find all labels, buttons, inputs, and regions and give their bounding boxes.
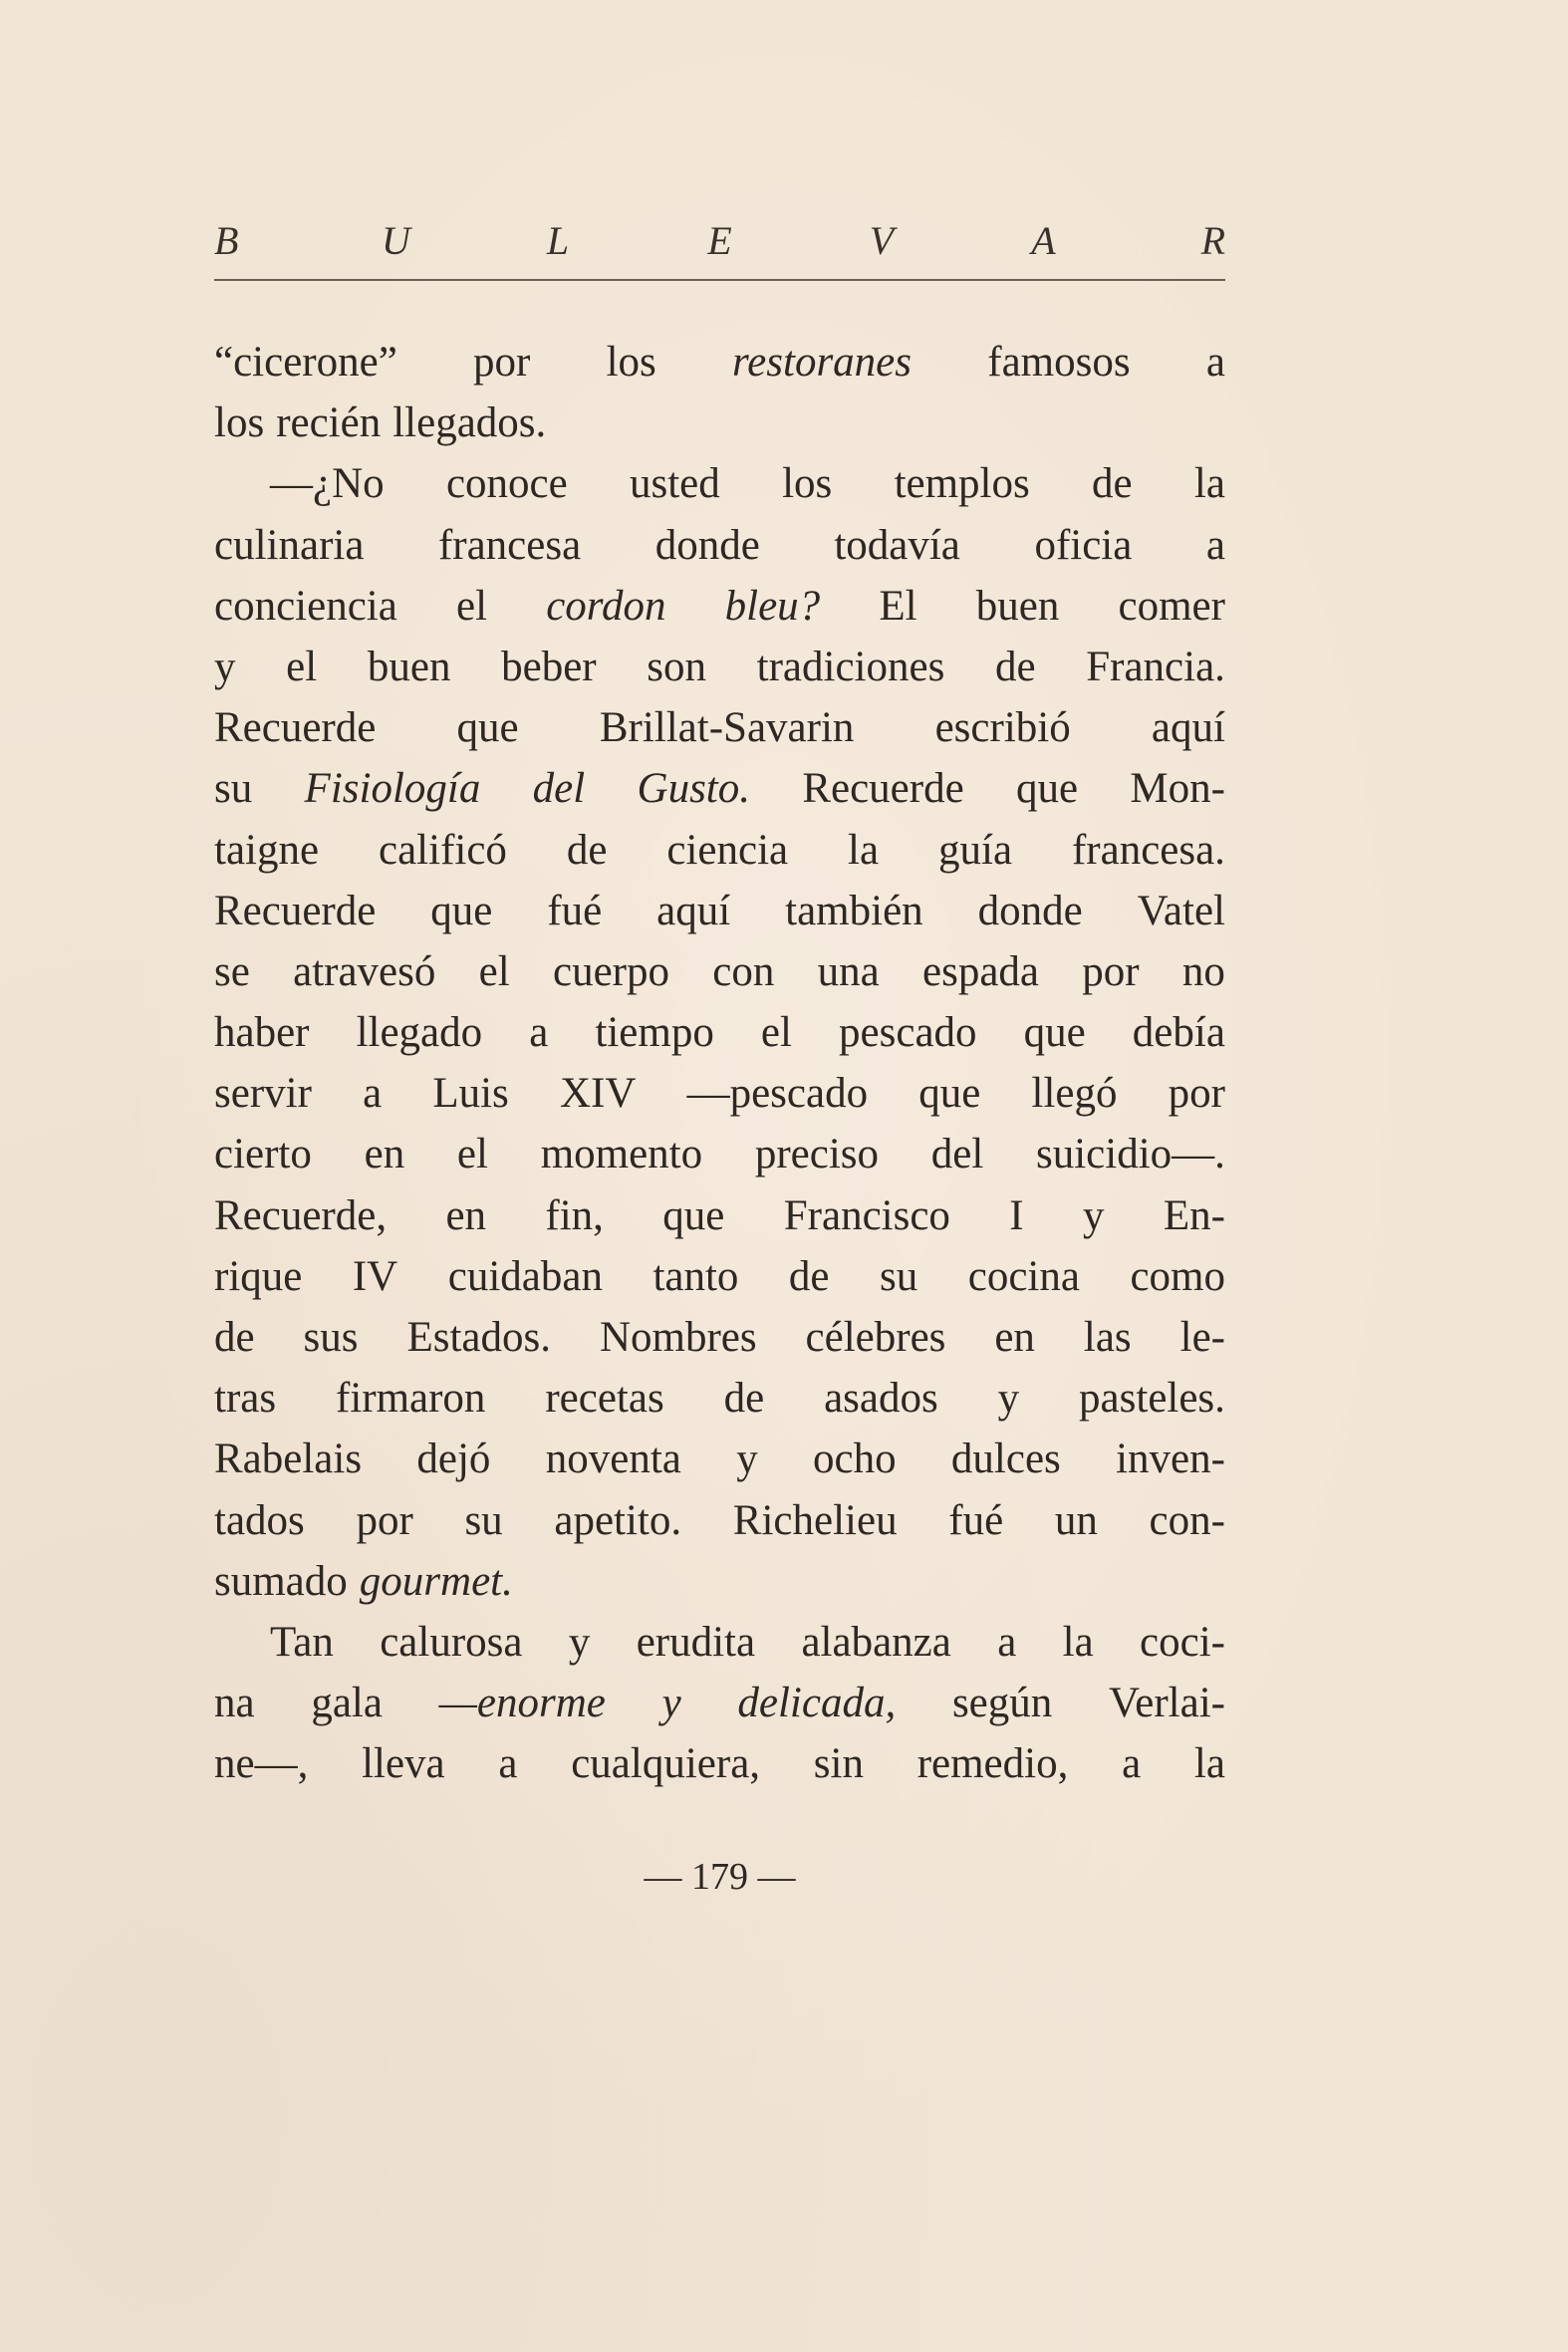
word: de	[1092, 460, 1133, 508]
text-line	[214, 1490, 1225, 1551]
word: la	[1062, 1618, 1094, 1666]
word: que	[1015, 765, 1079, 813]
word: lleva	[362, 1740, 445, 1788]
word: que	[918, 1070, 981, 1118]
italic-word: del	[532, 765, 586, 813]
text-line	[214, 1002, 1225, 1063]
word: ne—,	[214, 1740, 309, 1788]
word: aquí	[1151, 704, 1225, 752]
word: recetas	[545, 1375, 664, 1423]
word: son	[647, 643, 706, 690]
word: el	[760, 1009, 792, 1057]
word: Francia.	[1086, 643, 1225, 690]
word: una	[817, 947, 880, 995]
word: de	[566, 826, 608, 874]
word: espada	[922, 947, 1040, 995]
word: Nombres	[599, 1314, 757, 1361]
running-head-letter: V	[869, 218, 895, 263]
word: según	[951, 1680, 1053, 1727]
word: a	[1205, 339, 1225, 386]
word: que	[1023, 1009, 1086, 1057]
word: de	[788, 1252, 830, 1300]
word: —pescado	[686, 1070, 869, 1118]
word: ocho	[813, 1436, 897, 1483]
word: cuerpo	[552, 947, 669, 995]
word: a	[529, 1009, 549, 1057]
word: y	[568, 1618, 591, 1666]
word: Tan	[270, 1618, 334, 1666]
italic-word: delicada,	[737, 1680, 897, 1727]
text-line	[214, 1429, 1225, 1489]
word: tanto	[653, 1252, 739, 1300]
word: en	[445, 1191, 487, 1239]
word: beber	[501, 643, 597, 690]
word: Recuerde,	[214, 1191, 388, 1239]
word: calurosa	[380, 1618, 523, 1666]
word: de	[214, 1314, 255, 1361]
word: que	[430, 887, 493, 934]
running-head-letter: B	[214, 218, 239, 263]
body-text	[214, 332, 1225, 1795]
word: a	[1122, 1740, 1142, 1788]
word: buen	[975, 582, 1060, 630]
text-line	[214, 392, 1225, 453]
word: suicidio—.	[1036, 1131, 1225, 1178]
word: guía	[938, 826, 1013, 874]
word: Rabelais	[214, 1436, 363, 1483]
word: y	[214, 643, 236, 690]
word: cuidaban	[447, 1252, 603, 1300]
running-head-letter: U	[382, 218, 410, 263]
italic-word: Fisiología	[304, 765, 481, 813]
word: célebres	[805, 1314, 946, 1361]
word: la	[848, 826, 880, 874]
word: XIV	[559, 1070, 637, 1118]
book-page	[214, 0, 1225, 2352]
word: francesa.	[1071, 826, 1225, 874]
text-line	[214, 1307, 1225, 1368]
word: por	[356, 1496, 413, 1544]
text-line	[214, 1733, 1225, 1794]
running-head-letter: L	[546, 218, 570, 263]
word: servir	[214, 1070, 312, 1118]
word: dulces	[950, 1436, 1061, 1483]
text-line	[214, 881, 1225, 941]
word: el	[478, 947, 510, 995]
running-head-letter: R	[1200, 218, 1225, 263]
word: En-	[1163, 1191, 1225, 1239]
word: usted	[630, 460, 720, 508]
word: haber	[214, 1009, 310, 1057]
word: los	[606, 339, 656, 386]
word: tras	[214, 1375, 277, 1423]
text-line	[214, 1673, 1225, 1733]
word: asados	[824, 1375, 938, 1423]
word: las	[1083, 1314, 1132, 1361]
word: pasteles.	[1079, 1375, 1225, 1423]
page-number: — 179 —	[644, 1856, 796, 1898]
word: donde	[654, 521, 760, 569]
word: el	[456, 582, 488, 630]
word: cierto	[214, 1131, 312, 1178]
word: los	[214, 399, 265, 447]
word: a	[1205, 521, 1225, 569]
text-line	[214, 515, 1225, 576]
word: que	[662, 1191, 725, 1239]
italic-word: —enorme	[438, 1680, 606, 1727]
word: le-	[1179, 1314, 1225, 1361]
word: apetito.	[554, 1496, 682, 1544]
text-line	[214, 1124, 1225, 1184]
word: alabanza	[801, 1618, 951, 1666]
word: fin,	[545, 1191, 604, 1239]
italic-word: cordon	[546, 582, 666, 630]
word: tados	[214, 1496, 305, 1544]
italic-word: y	[661, 1680, 681, 1727]
word: culinaria	[214, 521, 365, 569]
word: a	[363, 1070, 383, 1118]
word: con-	[1149, 1496, 1225, 1544]
word: erudita	[636, 1618, 756, 1666]
word: —¿No	[270, 460, 385, 508]
italic-word: bleu?	[724, 582, 821, 630]
word: dejó	[416, 1436, 491, 1483]
word: francesa	[437, 521, 582, 569]
word: gala	[311, 1680, 383, 1727]
italic-word: gourmet.	[359, 1557, 513, 1605]
word: a	[498, 1740, 518, 1788]
word: que	[456, 704, 519, 752]
word: templos	[894, 460, 1030, 508]
word: llegados.	[392, 399, 547, 447]
text-line	[214, 697, 1225, 758]
word: ciencia	[666, 826, 789, 874]
word: por	[473, 339, 531, 386]
word: oficia	[1034, 521, 1133, 569]
word: pescado	[839, 1009, 977, 1057]
word: aquí	[656, 887, 731, 934]
word: conoce	[445, 460, 568, 508]
word: tradiciones	[756, 643, 945, 690]
text-line	[214, 758, 1225, 819]
word: su	[214, 765, 253, 813]
word: donde	[977, 887, 1083, 934]
word: como	[1130, 1252, 1225, 1300]
word: taigne	[214, 826, 320, 874]
word: Richelieu	[732, 1496, 898, 1544]
text-line	[214, 332, 1225, 392]
word: no	[1181, 947, 1225, 995]
word: su	[464, 1496, 503, 1544]
word: noventa	[545, 1436, 681, 1483]
word: de	[994, 643, 1036, 690]
word: de	[723, 1375, 765, 1423]
running-head-letter: A	[1031, 218, 1056, 263]
word: Recuerde	[802, 765, 964, 813]
word: fué	[948, 1496, 1004, 1544]
word: buen	[367, 643, 451, 690]
text-line	[214, 1612, 1225, 1673]
word: fué	[547, 887, 603, 934]
word: la	[1193, 460, 1225, 508]
word: I	[1009, 1191, 1024, 1239]
word: cualquiera,	[571, 1740, 761, 1788]
text-line	[214, 637, 1225, 697]
word: recién	[276, 399, 382, 447]
word: atravesó	[293, 947, 436, 995]
word: remedio,	[916, 1740, 1069, 1788]
word: firmaron	[336, 1375, 486, 1423]
word: llegado	[356, 1009, 483, 1057]
word: preciso	[754, 1131, 880, 1178]
text-line	[214, 1185, 1225, 1246]
word: a	[997, 1618, 1017, 1666]
word: del	[930, 1131, 984, 1178]
word: IV	[352, 1252, 398, 1300]
text-line	[214, 453, 1225, 514]
word: “cicerone”	[214, 339, 397, 386]
word: comer	[1118, 582, 1225, 630]
word: cocina	[967, 1252, 1080, 1300]
word: Verlai-	[1108, 1680, 1225, 1727]
word: momento	[540, 1131, 703, 1178]
text-line	[214, 941, 1225, 1002]
word: tiempo	[595, 1009, 714, 1057]
word: en	[994, 1314, 1035, 1361]
text-line	[214, 820, 1225, 881]
word: su	[880, 1252, 918, 1300]
word: todavía	[834, 521, 960, 569]
word: en	[364, 1131, 405, 1178]
word: la	[1193, 1740, 1225, 1788]
word: por	[1082, 947, 1140, 995]
word: y	[997, 1375, 1020, 1423]
word: conciencia	[214, 582, 397, 630]
text-line	[214, 1063, 1225, 1124]
word: también	[785, 887, 923, 934]
word: famosos	[987, 339, 1131, 386]
text-line	[214, 1246, 1225, 1307]
word: se	[214, 947, 250, 995]
word: llegó	[1031, 1070, 1118, 1118]
header-rule	[214, 279, 1225, 281]
word: un	[1054, 1496, 1098, 1544]
word: rique	[214, 1252, 303, 1300]
word: sumado	[214, 1557, 348, 1605]
word: calificó	[379, 826, 507, 874]
word: Vatel	[1137, 887, 1225, 934]
text-line	[214, 1368, 1225, 1429]
word: debía	[1132, 1009, 1225, 1057]
word: sin	[813, 1740, 864, 1788]
word: Luis	[432, 1070, 509, 1118]
word: el	[456, 1131, 488, 1178]
word: inven-	[1116, 1436, 1225, 1483]
running-head-letter: E	[707, 218, 732, 263]
word: y	[1082, 1191, 1105, 1239]
word: coci-	[1140, 1618, 1225, 1666]
word: escribió	[934, 704, 1071, 752]
word: por	[1168, 1070, 1225, 1118]
text-line	[214, 576, 1225, 637]
word: los	[782, 460, 833, 508]
word: Estados.	[406, 1314, 551, 1361]
word: sus	[303, 1314, 359, 1361]
word: y	[736, 1436, 758, 1483]
running-head	[214, 211, 1225, 271]
italic-word: restoranes	[732, 339, 913, 386]
word: Recuerde	[214, 704, 377, 752]
word: Francisco	[783, 1191, 950, 1239]
word: Recuerde	[214, 887, 377, 934]
word: El	[879, 582, 917, 630]
word: Mon-	[1130, 765, 1225, 813]
word: Brillat-Savarin	[599, 704, 855, 752]
word: con	[712, 947, 775, 995]
word: el	[286, 643, 318, 690]
text-line	[214, 1551, 1225, 1612]
italic-word: Gusto.	[637, 765, 750, 813]
word: na	[214, 1680, 255, 1727]
